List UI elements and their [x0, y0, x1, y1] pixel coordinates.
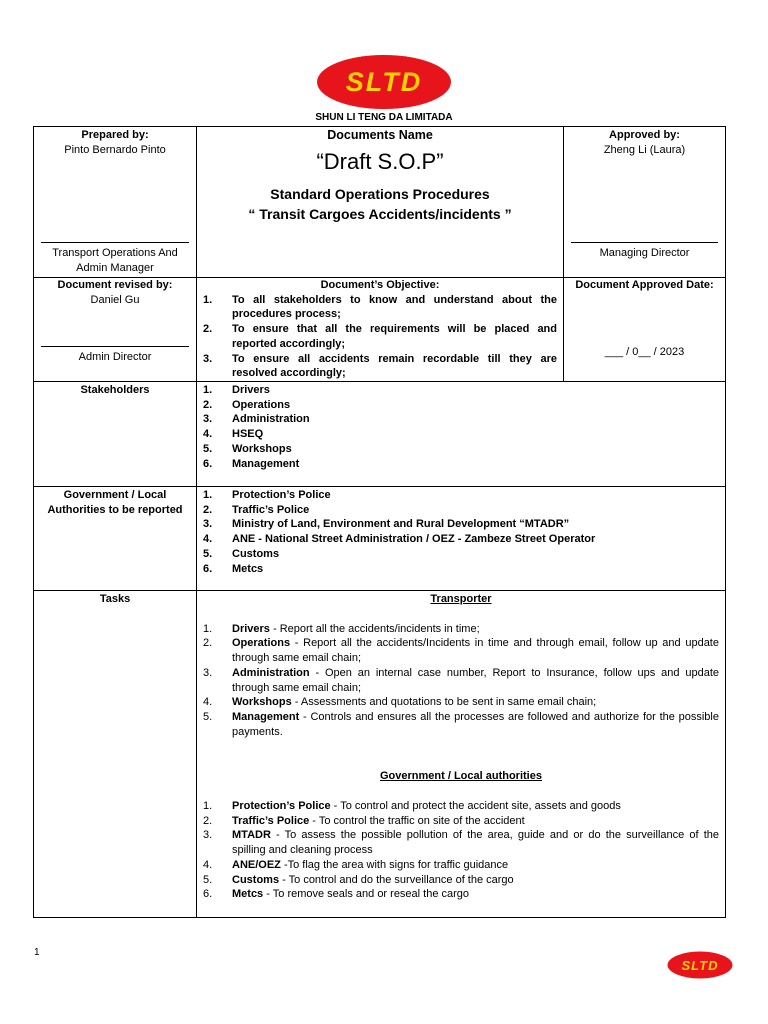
document-subtitle: Standard Operations Procedures [270, 185, 490, 202]
revised-label: Document revised by: [57, 279, 173, 291]
approved-date-label: Document Approved Date: [575, 279, 714, 291]
logo-text: SLTD [345, 67, 423, 97]
prepared-role-line1: Transport Operations And [52, 247, 178, 260]
stakeholder-item: 5. Workshops [203, 442, 292, 455]
prepared-signature-line [41, 242, 189, 243]
prepared-name: Pinto Bernardo Pinto [64, 143, 166, 156]
transporter-task: 4. Workshops - Assessments and quotations to be sent in same email chain; [203, 696, 597, 709]
government-task: 3. MTADR - To assess the possible pollution of the area, guide and or do the surveillance of the spilling and cleaning process [203, 829, 719, 857]
stakeholder-item: 2. Operations [203, 398, 291, 411]
authority-item: 5. Customs [203, 547, 280, 560]
approved-signature-line [571, 242, 718, 243]
revised-signature-line [41, 346, 189, 347]
objective-list [203, 293, 557, 381]
company-logo [316, 54, 452, 110]
document-name-label: Documents Name [327, 128, 433, 142]
transporter-task: 5. Management - Controls and ensures all the processes are followed and authorize for the possible payments. [203, 710, 719, 738]
objective-item: 2. To ensure that all the requirements will be placed and reported accordingly; [203, 323, 557, 350]
revised-role: Admin Director [78, 351, 152, 364]
sop-table [33, 126, 726, 918]
authority-item: 1. Protection’s Police [203, 489, 331, 501]
transporter-task: 2. Operations - Report all the accidents/Incidents in time and through email, follow up and update through same email chain; [203, 637, 719, 665]
authorities-label-line1: Government / Local [63, 489, 167, 501]
revised-name: Daniel Gu [90, 293, 140, 306]
authority-item: 2. Traffic’s Police [203, 503, 310, 516]
stakeholders-list [203, 383, 719, 471]
authority-item: 4. ANE - National Street Administration / OEZ - Zambeze Street Operator [203, 533, 596, 546]
stakeholder-item: 3. Administration [203, 413, 310, 426]
stakeholder-item: 1. Drivers [203, 384, 270, 396]
approved-date-cell [564, 278, 726, 382]
government-task: 4. ANE/OEZ -To flag the area with signs for traffic guidance [203, 858, 509, 871]
government-task: 2. Traffic’s Police - To control the traffic on site of the accident [203, 814, 525, 827]
approved-role: Managing Director [599, 247, 690, 260]
stakeholder-item: 4. HSEQ [203, 428, 264, 441]
objective-cell [197, 278, 564, 382]
document-topic: “ Transit Cargoes Accidents/incidents ” [248, 205, 512, 222]
prepared-label: Prepared by: [81, 129, 149, 141]
revised-cell [34, 278, 197, 382]
objective-label: Document’s Objective: [320, 279, 440, 291]
transporter-task: 1. Drivers - Report all the accidents/incidents in time; [203, 622, 480, 635]
tasks-label-cell [34, 591, 197, 918]
authorities-label-cell [34, 487, 197, 591]
authorities-list [203, 488, 719, 576]
footer-logo-text: SLTD [681, 958, 719, 973]
transporter-task: 3. Administration - Open an internal case number, Report to Insurance, follow ups and update through same email chain; [203, 666, 719, 694]
stakeholders-label: Stakeholders [80, 384, 150, 396]
government-task-list [203, 799, 719, 902]
stakeholders-label-cell [34, 382, 197, 487]
government-heading: Government / Local authorities [380, 770, 542, 783]
approved-date-value: ___ / 0__ / 2023 [604, 345, 685, 358]
stakeholder-item: 6. Management [203, 457, 300, 470]
authority-item: 3. Ministry of Land, Environment and Rural Development “MTADR” [203, 518, 570, 531]
government-task: 1. Protection’s Police - To control and protect the accident site, assets and goods [203, 800, 621, 813]
document-title: “Draft S.O.P” [316, 148, 444, 174]
objective-item: 1. To all stakeholders to know and understand about the procedures process; [203, 293, 557, 321]
approved-cell [564, 127, 726, 278]
authorities-cell [197, 487, 726, 591]
government-task: 6. Metcs - To remove seals and or reseal the cargo [203, 888, 470, 901]
footer-logo [667, 951, 733, 979]
stakeholders-cell [197, 382, 726, 487]
tasks-cell [197, 591, 726, 918]
government-task: 5. Customs - To control and do the surveillance of the cargo [203, 873, 514, 886]
transporter-heading: Transporter [430, 593, 492, 605]
authority-item: 6. Metcs [203, 562, 264, 575]
approved-name: Zheng Li (Laura) [603, 143, 686, 156]
prepared-role-line2: Admin Manager [76, 262, 154, 275]
page-number: 1 [34, 947, 40, 958]
authorities-label-line2: Authorities to be reported [47, 503, 183, 516]
document-name-cell [197, 127, 564, 278]
approved-label: Approved by: [609, 129, 680, 141]
objective-item: 3. To ensure all accidents remain recordable till they are resolved accordingly; [203, 352, 557, 380]
prepared-cell [34, 127, 197, 278]
tasks-label: Tasks [99, 593, 131, 605]
company-name: SHUN LI TENG DA LIMITADA [315, 112, 453, 123]
transporter-task-list [203, 622, 719, 740]
